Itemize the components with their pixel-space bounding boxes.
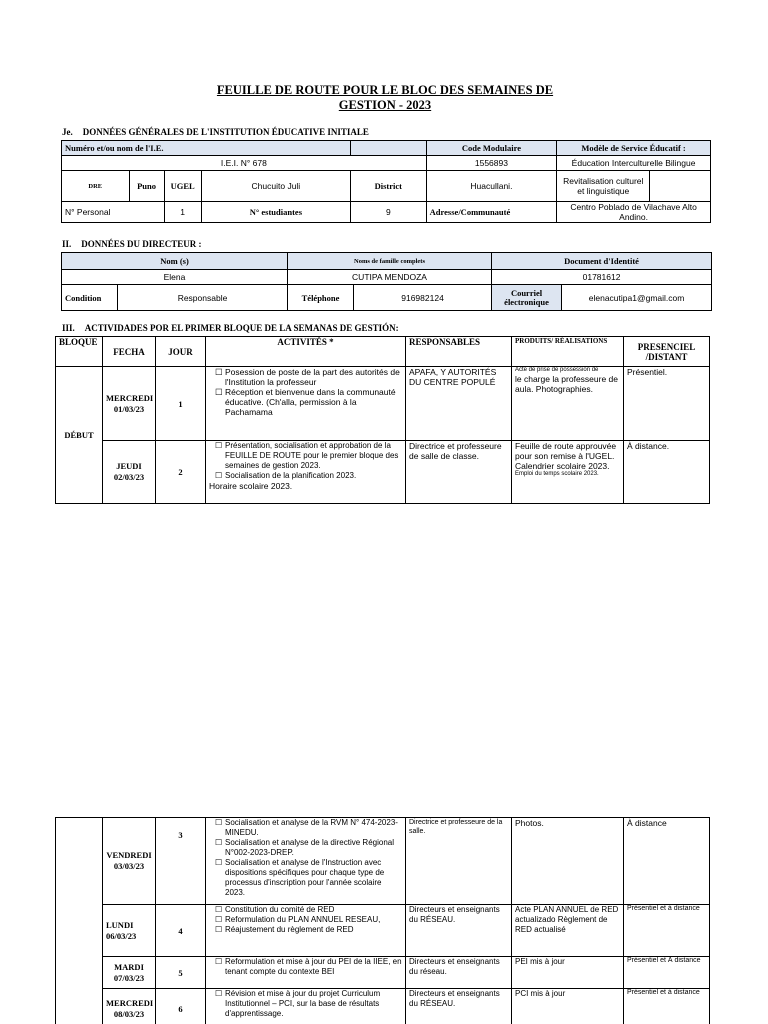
- director-doc-header: Document d'Identité: [492, 253, 712, 270]
- institution-name: I.E.I. N° 678: [62, 156, 427, 171]
- checkbox-bullet-icon: ☐: [215, 858, 223, 867]
- fecha-date: 07/03/23: [113, 972, 145, 983]
- responsables-value: Directrice et professeure de salle de classe.: [406, 441, 512, 504]
- table-row: [56, 441, 710, 504]
- mode-value: À distance: [624, 818, 710, 905]
- list-item: ☐ Socialisation et analyse de l'Instruction avec dispositions spécifiques pour chaque type de processus d'inscription pour l'année scolaire 2023.: [215, 858, 385, 897]
- section-3-title: ACTIVIDADES POR EL PRIMER BLOQUE DE LA SEMANAS DE GESTIÓN:: [84, 323, 399, 333]
- list-item: ☐ Révision et mise à jour du projet Curriculum Institutionnel – PCI, sur la base de résultats d'apprentissage.: [215, 989, 381, 1018]
- table-row: [56, 957, 710, 989]
- section-1-number: Je.: [62, 127, 73, 137]
- fecha-day: MARDI: [114, 961, 144, 972]
- responsables-value: APAFA, Y AUTORITÉS DU CENTRE POPULÉ: [406, 367, 512, 441]
- fecha-date: 08/03/23: [113, 1008, 145, 1019]
- dre-value: Puno: [129, 171, 164, 202]
- director-table: [61, 252, 712, 311]
- list-item: ☐ Présentation, socialisation et approbation de la FEUILLE DE ROUTE pour le premier bloque des semaines de gestion 2023.: [215, 441, 399, 470]
- produits-header: PRODUITS/ RÉALISATIONS: [512, 337, 624, 367]
- fecha-date: 06/03/23: [106, 930, 137, 941]
- section-1-title: DONNÉES GÉNÉRALES DE L'INSTITUTION ÉDUCATIVE INITIALE: [82, 127, 369, 137]
- produits-value: Acte PLAN ANNUEL de RED actualizado Règlement de RED actualisé: [512, 905, 624, 957]
- produits-value: PCI mis à jour: [512, 989, 624, 1024]
- section-2-number: II.: [62, 239, 72, 249]
- section-1-heading: [62, 127, 369, 137]
- section-2-heading: [62, 239, 202, 249]
- fecha-day: MERCREDI: [106, 392, 154, 403]
- dre-label: DRE: [62, 171, 130, 202]
- checkbox-bullet-icon: ☐: [215, 838, 223, 847]
- model-header: Modèle de Service Éducatif :: [557, 141, 711, 156]
- list-item: ☐ Reformulation du PLAN ANNUEL RESEAU,: [215, 915, 381, 924]
- fecha-date: 02/03/23: [113, 472, 145, 482]
- condition-label: Condition: [62, 285, 118, 311]
- institution-name-header: Numéro et/ou nom de l'I.E.: [62, 141, 351, 156]
- section-3-heading: [62, 323, 399, 333]
- bloque-header: BLOQUE: [56, 337, 103, 367]
- ugel-value: Chucuito Juli: [201, 171, 350, 202]
- mode-value: À distance.: [624, 441, 710, 504]
- checkbox-bullet-icon: ☐: [215, 925, 223, 934]
- mode-value: Présentiel et à distance: [624, 989, 710, 1024]
- email-label: Courriel électronique: [492, 285, 562, 311]
- address-label: Adresse/Communauté: [426, 202, 556, 223]
- list-item: ☐ Constitution du comité de RED: [215, 905, 335, 914]
- modular-code: 1556893: [426, 156, 556, 171]
- mode-value: Présentiel et À distance: [624, 957, 710, 989]
- checkbox-bullet-icon: ☐: [215, 441, 223, 450]
- section-3-number: III.: [62, 323, 75, 333]
- checkbox-bullet-icon: ☐: [215, 471, 223, 480]
- activities-table-continued: [55, 817, 710, 1024]
- institution-table: [61, 140, 711, 223]
- condition-value: Responsable: [118, 285, 288, 311]
- checkbox-bullet-icon: ☐: [215, 915, 223, 924]
- revitalisation-value: Revitalisation culturel et linguistique: [557, 171, 650, 202]
- checkbox-bullet-icon: ☐: [215, 818, 223, 827]
- email-value: elenacutipa1@gmail.com: [562, 285, 712, 311]
- activities-tail: Horaire scolaire 2023.: [209, 481, 293, 491]
- responsables-header: RESPONSABLES: [406, 337, 512, 367]
- phone-label: Téléphone: [288, 285, 354, 311]
- list-item: ☐ Réajustement du règlement de RED: [215, 925, 354, 934]
- mode-value: Présentiel.: [624, 367, 710, 441]
- fecha-header: FECHA: [103, 337, 156, 367]
- table-row: [56, 905, 710, 957]
- personal-label: N° Personal: [62, 202, 165, 223]
- produits-value: PEI mis à jour: [512, 957, 624, 989]
- service-model: Éducation Interculturelle Bilingue: [557, 156, 711, 171]
- fecha-date: 01/03/23: [113, 403, 145, 414]
- section-2-title: DONNÉES DU DIRECTEUR :: [81, 239, 202, 249]
- checkbox-bullet-icon: ☐: [215, 989, 223, 998]
- presenciel-header: PRESENCIEL /DISTANT: [624, 337, 710, 367]
- page-title: [200, 83, 570, 113]
- mode-value: Présentiel et à distance: [624, 905, 710, 957]
- jour-value: 5: [156, 957, 206, 989]
- students-label: N° estudiantes: [201, 202, 350, 223]
- director-surname: CUTIPA MENDOZA: [288, 270, 492, 285]
- bloque-value: DÉBUT: [56, 367, 103, 504]
- list-item: ☐ Socialisation et analyse de la RVM N° 474-2023-MINEDU.: [215, 818, 398, 837]
- list-item: ☐ Reformulation et mise à jour du PEI de la IIEE, en tenant compte du contexte BEI: [215, 957, 402, 976]
- district-label: District: [350, 171, 426, 202]
- jour-value: 1: [156, 367, 206, 441]
- address-value: Centro Poblado de Vilachave Alto Andino.: [557, 202, 711, 223]
- list-item: ☐ Réception et bienvenue dans la communauté éducative. (Ch'alla, permission à la Pachamama: [215, 387, 396, 417]
- jour-value: 4: [156, 905, 206, 957]
- fecha-date: 03/03/23: [113, 861, 145, 871]
- title-line-1: FEUILLE DE ROUTE POUR LE BLOC DES SEMAINES DE: [216, 83, 554, 97]
- fecha-day: VENDREDI: [106, 850, 152, 860]
- checkbox-bullet-icon: ☐: [215, 367, 223, 377]
- responsables-value: Directeurs et enseignants du réseau.: [406, 957, 512, 989]
- table-row: [56, 989, 710, 1024]
- fecha-day: JEUDI: [116, 461, 142, 471]
- director-surname-header: Noms de famille complets: [288, 253, 492, 270]
- personal-value: 1: [164, 202, 201, 223]
- table-row: [56, 367, 710, 441]
- title-line-2: GESTION - 2023: [338, 98, 432, 112]
- table-row: [56, 818, 710, 905]
- produits-value: Feuille de route approuvée pour son remise à l'UGEL. Calendrier scolaire 2023.: [515, 441, 617, 471]
- checkbox-bullet-icon: ☐: [215, 957, 223, 966]
- responsables-value: Directeurs et enseignants du RÉSEAU.: [406, 989, 512, 1024]
- checkbox-bullet-icon: ☐: [215, 387, 223, 397]
- jour-header: JOUR: [156, 337, 206, 367]
- produits-small: Acte de prise de possession de: [515, 367, 599, 373]
- fecha-day: MERCREDI: [106, 997, 154, 1008]
- checkbox-bullet-icon: ☐: [215, 905, 223, 914]
- list-item: ☐ Socialisation de la planification 2023.: [215, 471, 357, 480]
- activities-table: [55, 336, 710, 504]
- produits-value: le charge la professeure de aula. Photographies.: [515, 374, 619, 394]
- produits-small: Emploi du temps scolaire 2023.: [515, 471, 599, 477]
- phone-value: 916982124: [354, 285, 492, 311]
- code-header: Code Modulaire: [426, 141, 556, 156]
- page-2-area: [0, 816, 768, 1024]
- jour-value: 3: [156, 818, 206, 905]
- director-document: 01781612: [492, 270, 712, 285]
- fecha-day: LUNDI: [106, 919, 134, 930]
- director-name: Elena: [62, 270, 288, 285]
- director-name-header: Nom (s): [62, 253, 288, 270]
- jour-value: 6: [156, 989, 206, 1024]
- ugel-label: UGEL: [164, 171, 201, 202]
- produits-value: Photos.: [512, 818, 624, 905]
- list-item: ☐ Socialisation et analyse de la directive Régional N°002-2023-DREP.: [215, 838, 394, 857]
- list-item: ☐ Posession de poste de la part des autorités de l'Institution la professeur: [215, 367, 400, 387]
- students-value: 9: [350, 202, 426, 223]
- activites-header: ACTIVITÉS *: [206, 337, 406, 367]
- district-value: Huacullani.: [426, 171, 556, 202]
- responsables-value: Directeurs et enseignants du RÉSEAU.: [406, 905, 512, 957]
- responsables-value: Directrice et professeure de la salle.: [406, 818, 512, 905]
- jour-value: 2: [156, 441, 206, 504]
